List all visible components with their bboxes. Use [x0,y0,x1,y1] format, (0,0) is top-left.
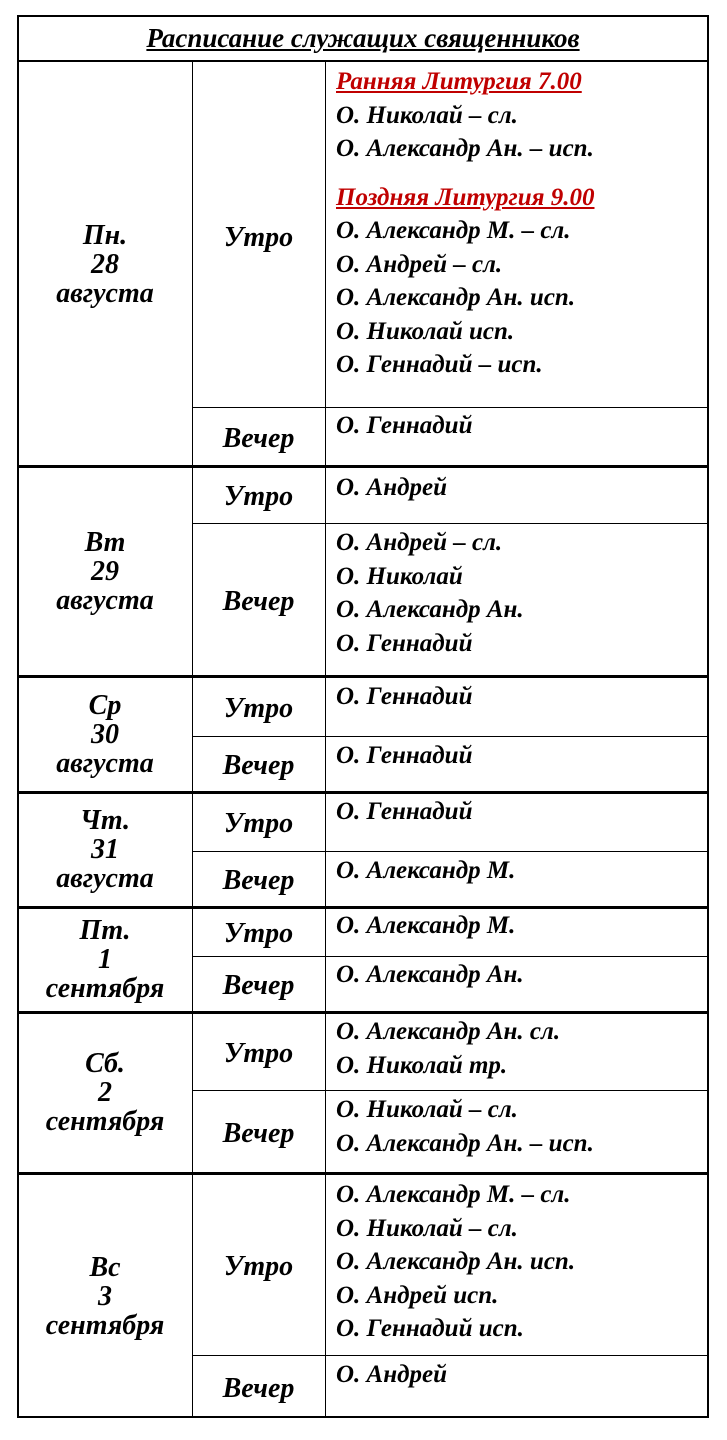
priest-list [336,1015,706,1082]
slot-morning: Утро [223,692,294,724]
day-month: августа [56,747,154,779]
day-date: 30 [91,718,119,750]
day-weekday: Вт [84,526,126,558]
priest-line: О. Александр Ан. сл. [336,1018,561,1045]
priest-line: О. Александр Ан. – исп. [336,135,594,162]
day-date: 29 [91,555,119,587]
priest-line: О. Александр Ан. исп. [336,1248,576,1275]
day-cell [19,1174,191,1418]
day-date: 2 [98,1077,112,1108]
priest-line: О. Николай тр. [336,1051,508,1079]
priest-line: О. Геннадий [336,798,473,825]
priest-list [336,909,706,943]
priest-line: О. Николай – сл. [336,1214,518,1242]
slot-morning: Утро [223,808,294,839]
priest-line: О. Андрей – сл. [336,250,503,278]
priest-line: О. Андрей [336,1361,448,1388]
priest-line: О. Николай исп. [336,317,515,345]
priest-line: О. Александр Ан. [336,961,524,988]
priest-line: О. Андрей исп. [336,1281,499,1309]
day-month: августа [56,863,154,894]
priest-line: О. Александр Ан. – исп. [336,1129,594,1157]
schedule-table [17,15,709,1418]
priest-list [336,526,706,660]
service-heading: Поздняя Литургия 9.00 [336,183,595,211]
day-cell [19,467,191,675]
priest-list [336,1178,706,1346]
slot-morning: Утро [223,918,294,949]
priest-list [336,65,706,382]
priest-list [336,409,706,443]
priest-list [336,1093,706,1160]
day-month: августа [56,584,154,616]
day-cell [19,677,191,791]
day-month: сентября [45,1309,165,1341]
priest-line: О. Геннадий исп. [336,1315,524,1342]
slot-morning: Утро [223,1250,294,1282]
priest-line: О. Геннадий [336,412,473,439]
priest-line: О. Геннадий [336,742,473,769]
slot-evening: Вечер [222,585,295,617]
day-date: 3 [98,1280,112,1312]
priest-line: О. Геннадий [336,683,473,710]
schedule-title: Расписание служащих священников [19,17,707,62]
priest-line: О. Николай – сл. [336,101,518,129]
priest-line: О. Александр М. [336,912,516,939]
priest-line: О. Николай – сл. [336,1096,518,1123]
day-cell [19,793,191,906]
priest-line: О. Александр М. [336,857,516,884]
day-cell [19,908,191,1011]
day-weekday: Сб. [85,1048,125,1079]
priest-list [336,680,706,714]
slot-evening: Вечер [222,1373,295,1404]
day-cell [19,1013,191,1172]
slot-morning: Утро [223,1037,294,1069]
day-weekday: Ср [88,689,122,721]
priest-list [336,1358,706,1392]
slot-evening: Вечер [222,1117,295,1149]
priest-list [336,854,706,888]
slot-morning: Утро [223,221,294,253]
day-weekday: Пт. [79,915,131,946]
day-month: августа [56,278,154,309]
priest-line: О. Геннадий – исп. [336,351,543,378]
priest-line: О. Андрей – сл. [336,529,503,556]
priest-list [336,471,706,505]
priest-list [336,739,706,773]
day-date: 1 [98,944,112,975]
slot-evening: Вечер [222,970,295,1001]
priest-list [336,958,706,992]
priest-line: О. Александр Ан. исп. [336,284,576,311]
priest-line: О. Геннадий [336,629,473,657]
day-weekday: Пн. [82,220,128,251]
priest-line: О. Александр М. – сл. [336,1181,571,1208]
day-cell [19,64,191,465]
service-heading: Ранняя Литургия 7.00 [336,68,582,95]
slot-evening: Вечер [222,750,295,781]
priest-line: О. Андрей [336,474,448,501]
priest-list [336,795,706,829]
day-month: сентября [45,973,165,1004]
priest-line: О. Николай [336,562,463,590]
priest-line: О. Александр М. – сл. [336,217,571,244]
slot-evening: Вечер [222,865,295,896]
day-month: сентября [45,1106,165,1137]
day-date: 31 [91,834,119,865]
slot-morning: Утро [223,481,294,512]
slot-evening: Вечер [222,422,295,454]
day-weekday: Вс [89,1251,121,1283]
day-weekday: Чт. [79,805,131,836]
column-divider [325,62,326,1418]
day-date: 28 [91,249,119,280]
priest-line: О. Александр Ан. [336,596,524,623]
